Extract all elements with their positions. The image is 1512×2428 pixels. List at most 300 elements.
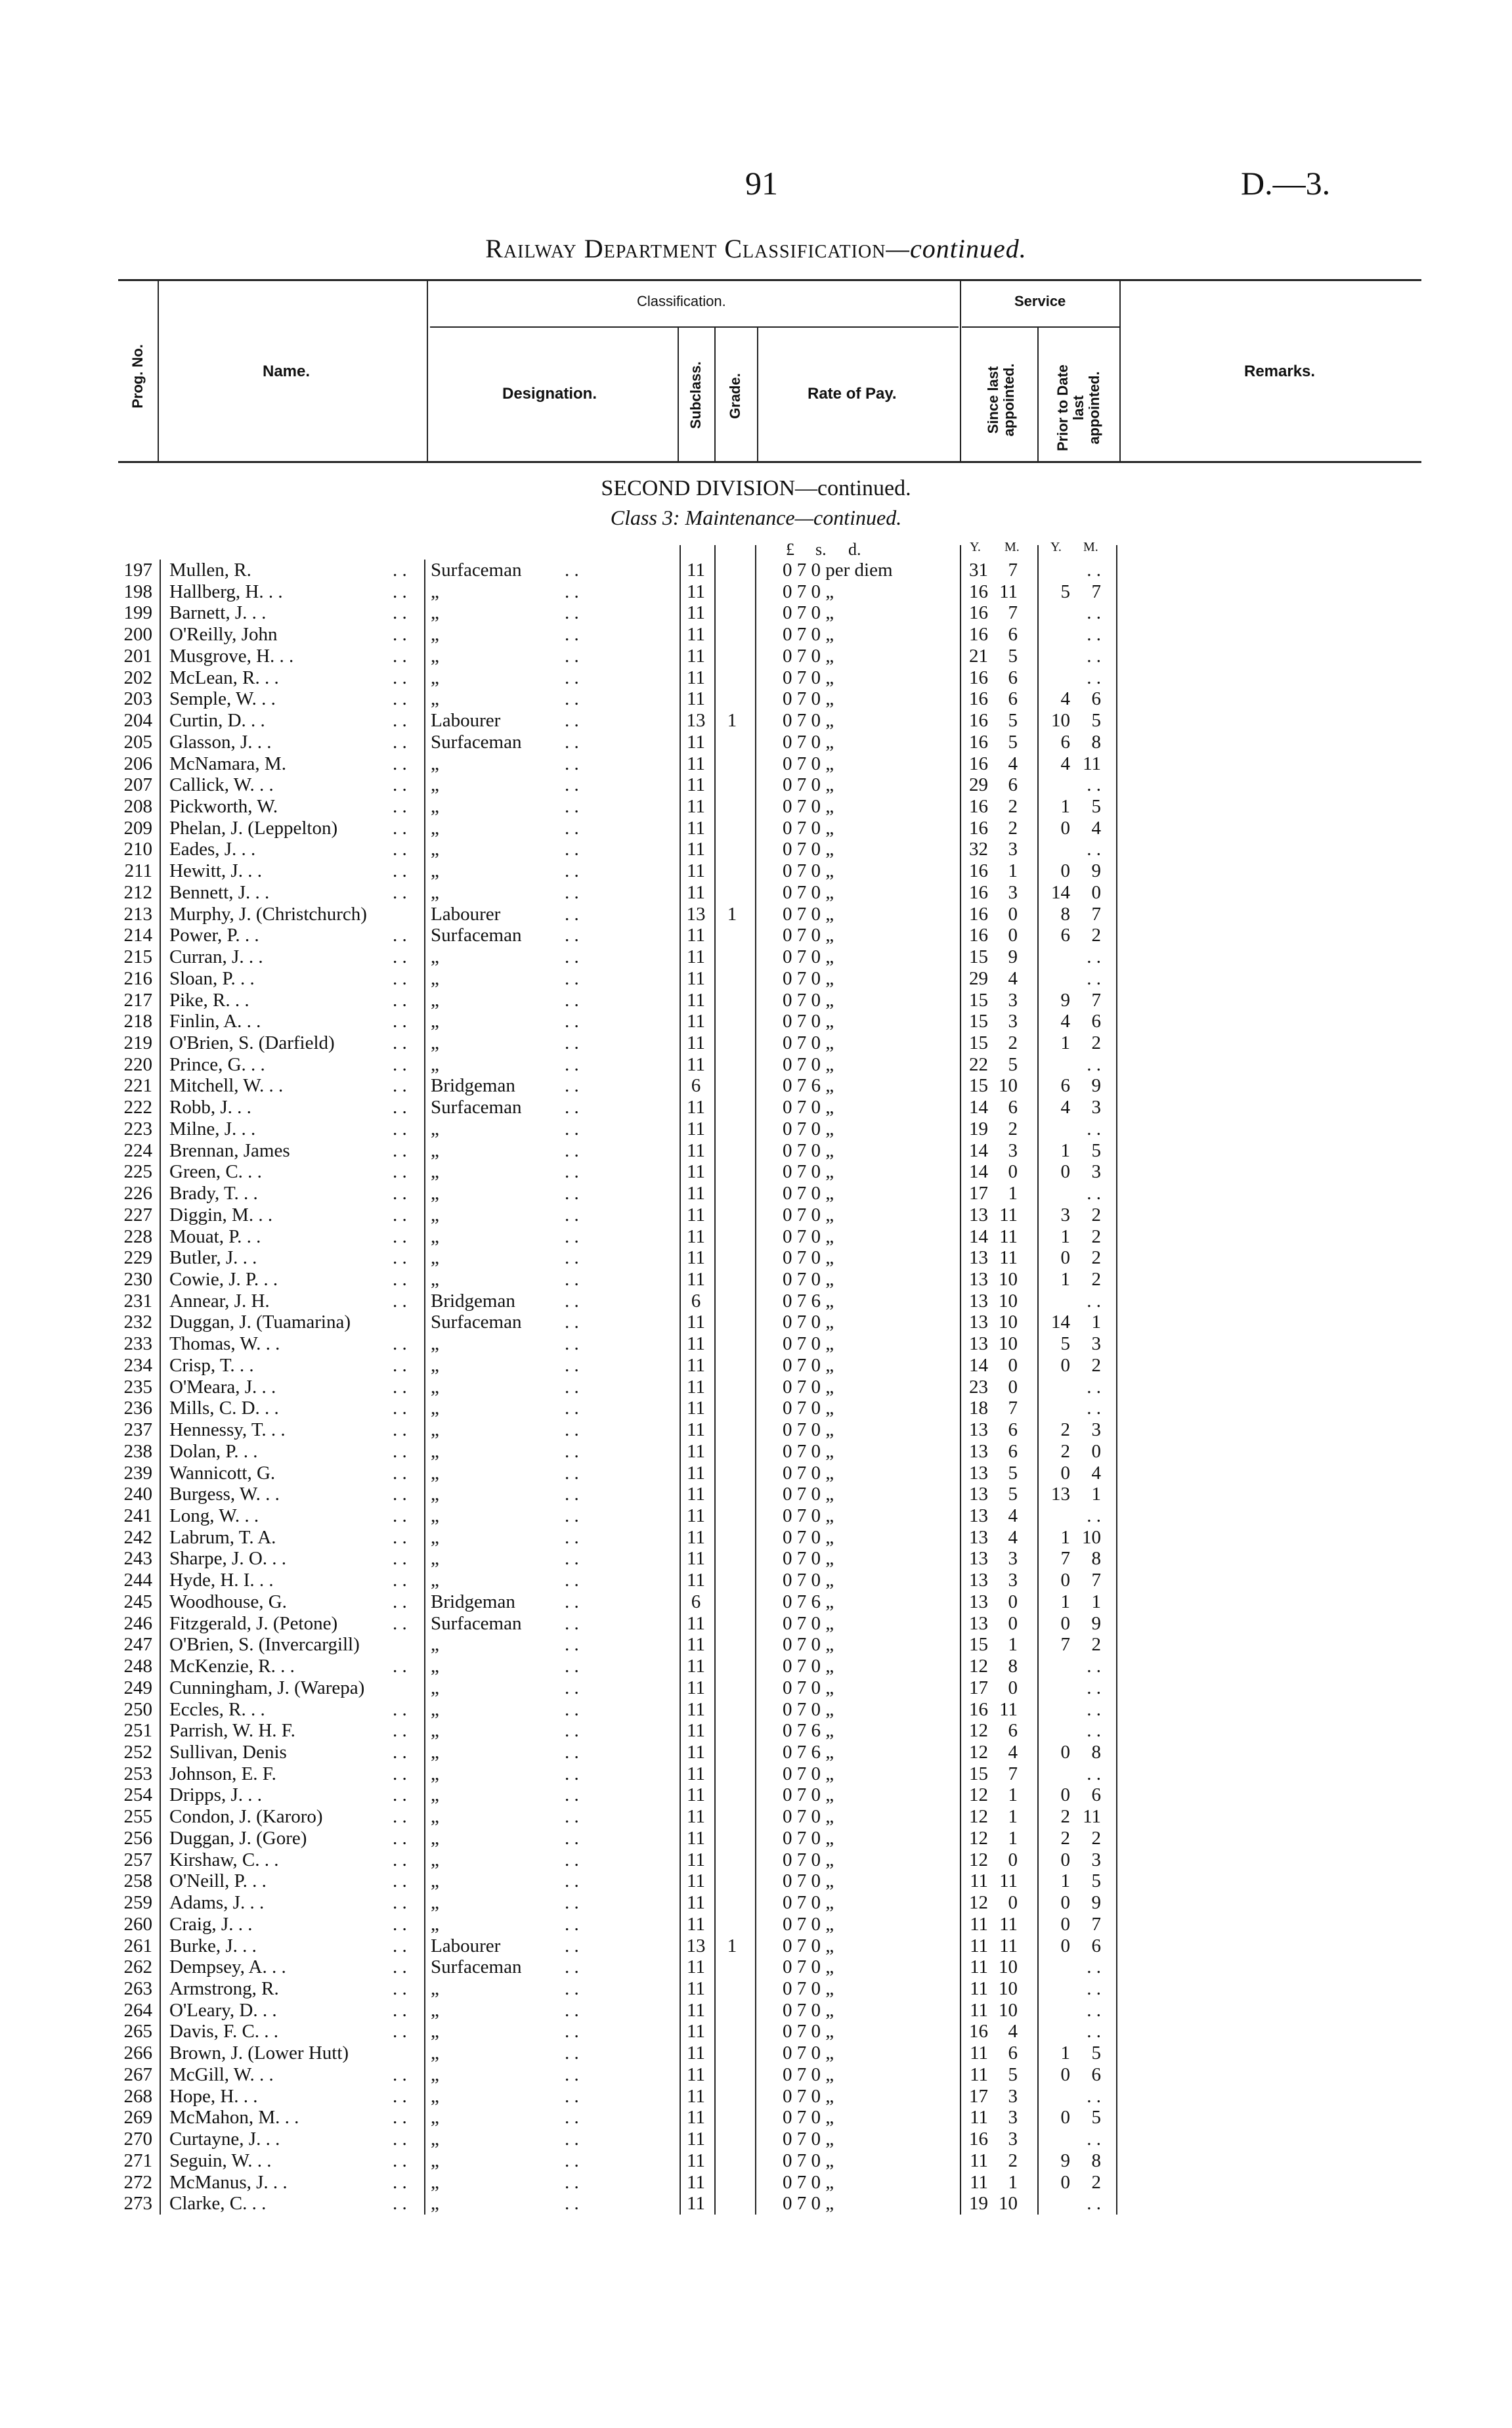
table-row — [0, 1677, 1512, 1698]
cell-name-leader: . . — [393, 1440, 407, 1462]
cell-prog-no: 260 — [123, 1913, 152, 1935]
cell-prior-years: 1 — [1060, 1225, 1070, 1247]
table-row — [0, 990, 1512, 1011]
cell-prior-months: 3 — [1091, 1333, 1101, 1355]
cell-prior-months: . . — [1087, 667, 1101, 688]
cell-name: O'Neill, P. . . — [169, 1870, 267, 1892]
cell-rate-of-pay: 0 7 0 „ — [783, 2150, 834, 2171]
cell-subclass: 11 — [687, 1161, 705, 1183]
cell-designation-leader: . . — [565, 1011, 579, 1032]
cell-prior-months: 3 — [1091, 1097, 1101, 1118]
cell-prog-no: 266 — [123, 2042, 152, 2064]
cell-designation: Surfaceman — [431, 1097, 522, 1118]
cell-subclass: 11 — [687, 624, 705, 646]
cell-prior-years: 0 — [1060, 1570, 1070, 1591]
cell-name-leader: . . — [393, 1935, 407, 1956]
cell-designation: „ — [431, 1849, 439, 1870]
cell-rate-of-pay: 0 7 0 „ — [783, 1999, 834, 2021]
cell-since-years: 14 — [969, 1139, 988, 1161]
cell-subclass: 11 — [687, 946, 705, 968]
cell-designation: „ — [431, 688, 439, 710]
cell-name: Seguin, W. . . — [169, 2150, 272, 2171]
cell-prior-years: 0 — [1060, 1849, 1070, 1870]
cell-rate-of-pay: 0 7 0 „ — [783, 881, 834, 903]
cell-rate-of-pay: 0 7 0 „ — [783, 1806, 834, 1828]
cell-name: Cowie, J. P. . . — [169, 1269, 278, 1290]
cell-prior-years: 13 — [1051, 1484, 1070, 1505]
cell-prog-no: 231 — [123, 1290, 152, 1312]
cell-designation: „ — [431, 2150, 439, 2171]
cell-prog-no: 224 — [123, 1139, 152, 1161]
cell-since-months: 5 — [1008, 731, 1018, 753]
cell-designation: „ — [431, 817, 439, 839]
table-row — [0, 1247, 1512, 1268]
cell-since-years: 13 — [969, 1505, 988, 1526]
cell-subclass: 13 — [686, 1935, 706, 1956]
cell-prog-no: 234 — [123, 1354, 152, 1376]
cell-designation-leader: . . — [565, 1720, 579, 1742]
cell-prior-months: . . — [1087, 839, 1101, 860]
cell-prog-no: 257 — [123, 1849, 152, 1870]
cell-prior-years: 0 — [1060, 1892, 1070, 1914]
cell-prior-months: . . — [1087, 1376, 1101, 1398]
cell-designation: „ — [431, 1398, 439, 1419]
cell-subclass: 11 — [687, 967, 705, 989]
cell-designation: „ — [431, 1677, 439, 1698]
cell-since-months: 6 — [1008, 1720, 1018, 1742]
cell-prior-months: 3 — [1091, 1419, 1101, 1441]
cell-designation-leader: . . — [565, 2064, 579, 2085]
table-row — [0, 1763, 1512, 1784]
cell-prior-months: . . — [1087, 1978, 1101, 1999]
cell-prog-no: 219 — [123, 1032, 152, 1053]
cell-since-years: 13 — [969, 1484, 988, 1505]
cell-since-months: 6 — [1008, 688, 1018, 710]
cell-subclass: 11 — [687, 1269, 705, 1290]
cell-rate-of-pay: 0 7 0 „ — [783, 839, 834, 860]
cell-since-years: 16 — [969, 667, 988, 688]
cell-since-months: 7 — [1008, 1763, 1018, 1784]
table-row — [0, 904, 1512, 925]
cell-subclass: 11 — [687, 1398, 705, 1419]
cell-name: Crisp, T. . . — [169, 1354, 254, 1376]
cell-prior-months: 8 — [1091, 2150, 1101, 2171]
cell-prog-no: 253 — [123, 1763, 152, 1784]
cell-name-leader: . . — [393, 1526, 407, 1548]
cell-since-years: 11 — [970, 1978, 988, 1999]
cell-name-leader: . . — [393, 1161, 407, 1183]
cell-designation: „ — [431, 1376, 439, 1398]
cell-subclass: 11 — [687, 2150, 705, 2171]
cell-subclass: 11 — [687, 1312, 705, 1333]
cell-name-leader: . . — [393, 1333, 407, 1355]
cell-designation-leader: . . — [565, 1634, 579, 1656]
cell-prior-months: . . — [1087, 1763, 1101, 1784]
cell-designation-leader: . . — [565, 753, 579, 774]
table-row — [0, 1699, 1512, 1720]
table-row — [0, 882, 1512, 903]
cell-designation: „ — [431, 1827, 439, 1849]
cell-designation: „ — [431, 667, 439, 688]
cell-rate-of-pay: 0 7 6 „ — [783, 1290, 834, 1312]
cell-rate-of-pay: 0 7 0 „ — [783, 1440, 834, 1462]
cell-subclass: 11 — [687, 2107, 705, 2129]
cell-prog-no: 205 — [123, 731, 152, 753]
cell-prior-months: 3 — [1091, 1849, 1101, 1870]
cell-rate-of-pay: 0 7 0 „ — [783, 1677, 834, 1698]
cell-designation: „ — [431, 860, 439, 882]
cell-since-months: 4 — [1008, 1526, 1018, 1548]
cell-prior-months: 7 — [1091, 581, 1101, 602]
cell-designation: „ — [431, 1484, 439, 1505]
table-row — [0, 2107, 1512, 2128]
cell-name: Burke, J. . . — [169, 1935, 257, 1956]
cell-designation-leader: . . — [565, 1269, 579, 1290]
cell-since-years: 11 — [970, 1999, 988, 2021]
cell-designation-leader: . . — [565, 1118, 579, 1139]
cell-prior-months: . . — [1087, 1999, 1101, 2021]
cell-rate-of-pay: 0 7 0 „ — [783, 645, 834, 667]
cell-prior-years: 0 — [1060, 2107, 1070, 2129]
table-row — [0, 2129, 1512, 2150]
cell-designation: „ — [431, 645, 439, 667]
cell-name: McNamara, M. — [169, 753, 286, 774]
cell-name-leader: . . — [393, 860, 407, 882]
cell-prog-no: 212 — [123, 881, 152, 903]
cell-rate-of-pay: 0 7 0 „ — [783, 1011, 834, 1032]
cell-designation-leader: . . — [565, 1548, 579, 1570]
cell-designation-leader: . . — [565, 817, 579, 839]
cell-since-months: 0 — [1008, 1161, 1018, 1183]
cell-designation-leader: . . — [565, 1053, 579, 1075]
cell-since-months: 10 — [999, 1075, 1018, 1097]
cell-prog-no: 250 — [123, 1698, 152, 1720]
cell-since-months: 3 — [1008, 881, 1018, 903]
cell-since-years: 29 — [969, 774, 988, 796]
cell-designation-leader: . . — [565, 645, 579, 667]
cell-prog-no: 265 — [123, 2021, 152, 2042]
cell-prior-months: . . — [1087, 1290, 1101, 1312]
table-row — [0, 1849, 1512, 1870]
cell-since-years: 12 — [969, 1806, 988, 1828]
table-row — [0, 2042, 1512, 2064]
cell-designation-leader: . . — [565, 989, 579, 1011]
cell-designation-leader: . . — [565, 1763, 579, 1784]
cell-name: Labrum, T. A. — [169, 1526, 276, 1548]
cell-rate-of-pay: 0 7 0 „ — [783, 1097, 834, 1118]
cell-designation-leader: . . — [565, 1097, 579, 1118]
cell-subclass: 11 — [687, 2193, 705, 2215]
cell-rate-of-pay: 0 7 0 „ — [783, 1269, 834, 1290]
unit-months: M. — [1004, 540, 1020, 554]
cell-name-leader: . . — [393, 2021, 407, 2042]
cell-subclass: 11 — [687, 989, 705, 1011]
cell-subclass: 11 — [687, 839, 705, 860]
cell-since-years: 12 — [969, 1784, 988, 1806]
cell-rate-of-pay: 0 7 0 „ — [783, 1118, 834, 1139]
table-row — [0, 624, 1512, 645]
cell-prior-months: . . — [1087, 1656, 1101, 1677]
cell-rate-of-pay: 0 7 0 „ — [783, 1849, 834, 1870]
cell-subclass: 11 — [687, 1097, 705, 1118]
cell-prog-no: 226 — [123, 1183, 152, 1204]
table-row — [0, 796, 1512, 817]
cell-subclass: 11 — [687, 2021, 705, 2042]
cell-prog-no: 240 — [123, 1484, 152, 1505]
cell-designation-leader: . . — [565, 2150, 579, 2171]
cell-since-months: 10 — [999, 1290, 1018, 1312]
cell-since-years: 16 — [969, 2021, 988, 2042]
cell-prior-months: . . — [1087, 560, 1101, 581]
header-service: Service — [1014, 293, 1066, 309]
unit-shillings: s. — [815, 540, 827, 559]
cell-designation-leader: . . — [565, 602, 579, 624]
cell-name: Cunningham, J. (Warepa) — [169, 1677, 365, 1698]
cell-prior-years: 0 — [1060, 2171, 1070, 2193]
cell-prior-years: 1 — [1060, 1526, 1070, 1548]
cell-prog-no: 206 — [123, 753, 152, 774]
table-row — [0, 1656, 1512, 1677]
cell-prog-no: 233 — [123, 1333, 152, 1355]
cell-rate-of-pay: 0 7 0 „ — [783, 1570, 834, 1591]
cell-since-years: 11 — [970, 2171, 988, 2193]
cell-since-years: 13 — [969, 1612, 988, 1634]
table-row — [0, 925, 1512, 946]
table-row — [0, 753, 1512, 774]
cell-name-leader: . . — [393, 1139, 407, 1161]
table-row — [0, 1870, 1512, 1891]
cell-name: Dripps, J. . . — [169, 1784, 262, 1806]
cell-name-leader: . . — [393, 1053, 407, 1075]
cell-rate-of-pay: 0 7 0 „ — [783, 2021, 834, 2042]
table-row — [0, 1183, 1512, 1204]
cell-designation-leader: . . — [565, 1032, 579, 1053]
table-row — [0, 1377, 1512, 1398]
header-bottom-rule — [118, 461, 1421, 463]
cell-designation: „ — [431, 774, 439, 796]
cell-name: O'Meara, J. . . — [169, 1376, 276, 1398]
cell-since-months: 10 — [999, 1999, 1018, 2021]
cell-name-leader: . . — [393, 1290, 407, 1312]
cell-name: Mills, C. D. . . — [169, 1398, 279, 1419]
table-row — [0, 1720, 1512, 1741]
cell-since-years: 13 — [969, 1548, 988, 1570]
cell-designation: „ — [431, 1440, 439, 1462]
header-rate-of-pay: Rate of Pay. — [808, 385, 897, 403]
cell-name: Long, W. . . — [169, 1505, 259, 1526]
cell-designation: „ — [431, 839, 439, 860]
cell-designation: „ — [431, 1269, 439, 1290]
cell-rate-of-pay: 0 7 0 „ — [783, 1784, 834, 1806]
cell-since-years: 13 — [969, 1419, 988, 1441]
cell-name-leader: . . — [393, 2150, 407, 2171]
cell-since-months: 2 — [1008, 2150, 1018, 2171]
cell-name-leader: . . — [393, 1419, 407, 1441]
cell-rate-of-pay: 0 7 0 „ — [783, 1462, 834, 1484]
cell-since-years: 13 — [969, 1526, 988, 1548]
cell-prog-no: 243 — [123, 1548, 152, 1570]
header-name: Name. — [263, 363, 311, 380]
unit-years: Y. — [970, 540, 981, 554]
cell-prog-no: 273 — [123, 2193, 152, 2215]
cell-name: Brady, T. . . — [169, 1183, 258, 1204]
cell-rate-of-pay: 0 7 0 „ — [783, 1763, 834, 1784]
cell-designation-leader: . . — [565, 1290, 579, 1312]
cell-rate-of-pay: 0 7 0 „ — [783, 817, 834, 839]
cell-prog-no: 242 — [123, 1526, 152, 1548]
table-row — [0, 1398, 1512, 1419]
cell-designation: „ — [431, 796, 439, 817]
cell-designation: „ — [431, 1634, 439, 1656]
cell-name-leader: . . — [393, 1570, 407, 1591]
cell-prior-months: 1 — [1091, 1591, 1101, 1612]
cell-since-years: 12 — [969, 1742, 988, 1763]
cell-prior-years: 6 — [1060, 1075, 1070, 1097]
cell-designation: Bridgeman — [431, 1075, 515, 1097]
cell-name-leader: . . — [393, 1720, 407, 1742]
unit-years-prior: Y. — [1050, 540, 1062, 554]
cell-rate-of-pay: 0 7 0 „ — [783, 1204, 834, 1225]
cell-name: Hennessy, T. . . — [169, 1419, 286, 1441]
cell-designation-leader: . . — [565, 1913, 579, 1935]
cell-since-months: 2 — [1008, 796, 1018, 817]
cell-subclass: 11 — [687, 1956, 705, 1978]
cell-prog-no: 223 — [123, 1118, 152, 1139]
cell-prog-no: 230 — [123, 1269, 152, 1290]
cell-prior-months: 11 — [1083, 1806, 1101, 1828]
cell-name-leader: . . — [393, 946, 407, 968]
table-row — [0, 1291, 1512, 1312]
cell-subclass: 11 — [687, 2129, 705, 2150]
title-main: Railway Department Classification — [485, 234, 886, 263]
cell-prior-months: 5 — [1091, 2042, 1101, 2064]
cell-since-years: 12 — [969, 1892, 988, 1914]
cell-designation-leader: . . — [565, 1677, 579, 1698]
cell-prog-no: 272 — [123, 2171, 152, 2193]
cell-since-years: 14 — [969, 1161, 988, 1183]
cell-prog-no: 252 — [123, 1742, 152, 1763]
cell-since-months: 4 — [1008, 1742, 1018, 1763]
cell-name-leader: . . — [393, 1484, 407, 1505]
cell-name-leader: . . — [393, 2171, 407, 2193]
cell-since-years: 22 — [969, 1053, 988, 1075]
cell-name-leader: . . — [393, 1892, 407, 1914]
cell-rate-of-pay: 0 7 0 „ — [783, 2107, 834, 2129]
cell-designation-leader: . . — [565, 2085, 579, 2107]
cell-name: Armstrong, R. — [169, 1978, 279, 1999]
cell-designation-leader: . . — [565, 2171, 579, 2193]
cell-since-months: 0 — [1008, 1892, 1018, 1914]
cell-name-leader: . . — [393, 710, 407, 732]
cell-since-years: 11 — [970, 1913, 988, 1935]
cell-since-years: 16 — [969, 903, 988, 925]
cell-prior-months: . . — [1087, 1677, 1101, 1698]
cell-prior-months: . . — [1087, 645, 1101, 667]
cell-since-months: 10 — [999, 1312, 1018, 1333]
cell-designation: „ — [431, 2171, 439, 2193]
cell-prior-months: 3 — [1091, 1161, 1101, 1183]
cell-name-leader: . . — [393, 989, 407, 1011]
cell-since-months: 11 — [999, 1935, 1018, 1956]
cell-prior-years: 9 — [1060, 2150, 1070, 2171]
class-heading: Class 3: Maintenance—continued. — [610, 506, 902, 529]
cell-prior-years: 3 — [1060, 1204, 1070, 1225]
header-prog-no: Prog. No. — [129, 344, 146, 408]
cell-prior-months: 2 — [1091, 1827, 1101, 1849]
cell-since-years: 16 — [969, 753, 988, 774]
cell-rate-of-pay: 0 7 0 „ — [783, 1526, 834, 1548]
cell-prog-no: 228 — [123, 1225, 152, 1247]
cell-designation-leader: . . — [565, 1419, 579, 1441]
cell-prior-months: . . — [1087, 967, 1101, 989]
cell-since-years: 11 — [970, 1956, 988, 1978]
table-row — [0, 1956, 1512, 1977]
cell-name-leader: . . — [393, 1075, 407, 1097]
cell-rate-of-pay: 0 7 0 „ — [783, 731, 834, 753]
cell-since-months: 5 — [1008, 2064, 1018, 2085]
cell-since-years: 16 — [969, 881, 988, 903]
cell-subclass: 11 — [687, 1053, 705, 1075]
cell-prior-months: 4 — [1091, 1462, 1101, 1484]
cell-subclass: 11 — [687, 688, 705, 710]
cell-since-years: 13 — [969, 1591, 988, 1612]
cell-name-leader: . . — [393, 881, 407, 903]
cell-designation: „ — [431, 1419, 439, 1441]
cell-name-leader: . . — [393, 925, 407, 946]
table-row — [0, 1935, 1512, 1956]
cell-designation: „ — [431, 1333, 439, 1355]
cell-since-months: 0 — [1008, 903, 1018, 925]
cell-name: Parrish, W. H. F. — [169, 1720, 295, 1742]
cell-designation-leader: . . — [565, 1827, 579, 1849]
cell-since-months: 1 — [1008, 2171, 1018, 2193]
cell-since-months: 11 — [999, 1870, 1018, 1892]
cell-designation: „ — [431, 1354, 439, 1376]
cell-since-months: 7 — [1008, 602, 1018, 624]
table-row — [0, 646, 1512, 667]
cell-since-years: 13 — [969, 1570, 988, 1591]
table-row — [0, 1613, 1512, 1634]
cell-name: Mullen, R. — [169, 560, 251, 581]
cell-prior-months: 8 — [1091, 1742, 1101, 1763]
cell-name: Curtayne, J. . . — [169, 2129, 280, 2150]
cell-since-months: 1 — [1008, 1634, 1018, 1656]
table-row — [0, 1570, 1512, 1591]
page-number: 91 — [745, 165, 778, 202]
cell-name: Duggan, J. (Tuamarina) — [169, 1312, 351, 1333]
cell-since-years: 16 — [969, 860, 988, 882]
table-row — [0, 560, 1512, 581]
cell-designation-leader: . . — [565, 1935, 579, 1956]
cell-designation: „ — [431, 1247, 439, 1269]
cell-designation-leader: . . — [565, 1075, 579, 1097]
cell-rate-of-pay: 0 7 6 „ — [783, 1742, 834, 1763]
table-row — [0, 1333, 1512, 1354]
cell-subclass: 11 — [687, 1376, 705, 1398]
cell-since-months: 0 — [1008, 1612, 1018, 1634]
cell-designation-leader: . . — [565, 1656, 579, 1677]
cell-prior-years: 4 — [1060, 1011, 1070, 1032]
cell-rate-of-pay: 0 7 0 „ — [783, 1634, 834, 1656]
cell-prog-no: 213 — [123, 903, 152, 925]
cell-designation-leader: . . — [565, 1742, 579, 1763]
cell-since-years: 15 — [969, 1032, 988, 1053]
cell-since-months: 3 — [1008, 1570, 1018, 1591]
cell-designation-leader: . . — [565, 1462, 579, 1484]
cell-subclass: 11 — [687, 1118, 705, 1139]
cell-prior-months: 2 — [1091, 1032, 1101, 1053]
cell-name-leader: . . — [393, 1011, 407, 1032]
